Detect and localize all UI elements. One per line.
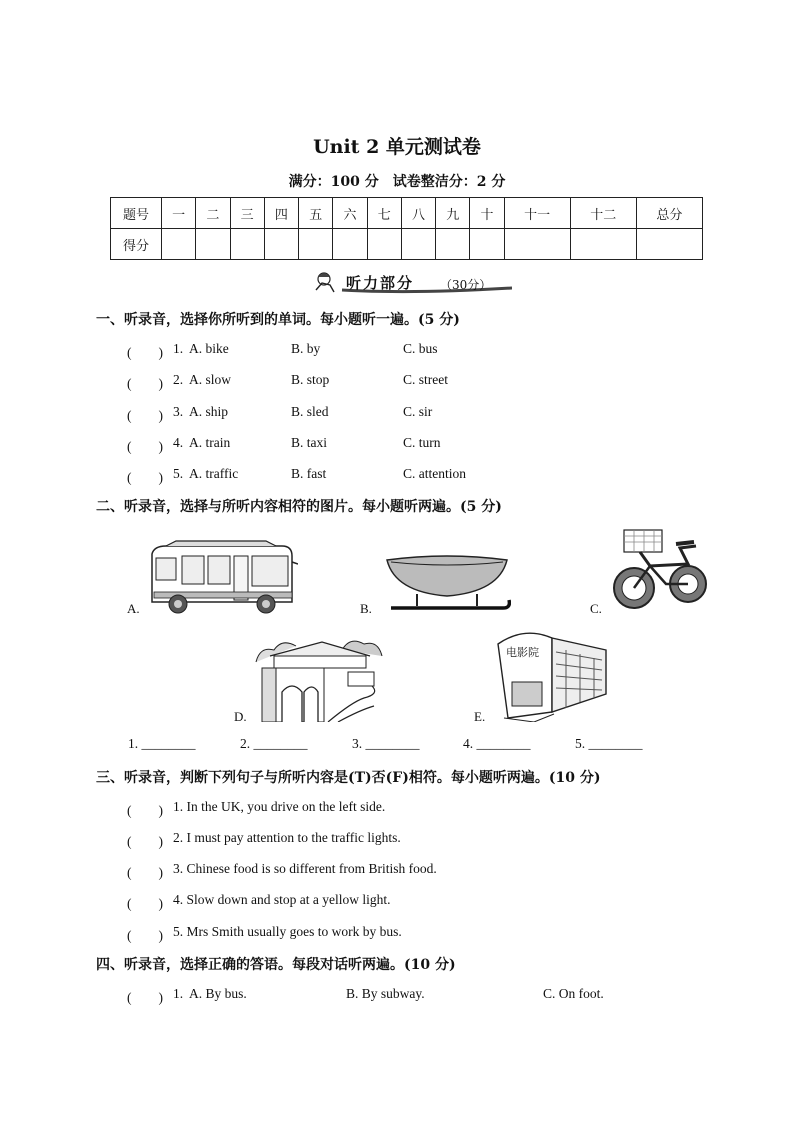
col-header: 二 xyxy=(196,198,230,229)
score-cell[interactable] xyxy=(436,229,470,260)
question-number-row xyxy=(111,198,703,229)
option-c: C. bus xyxy=(403,341,438,356)
section1-heading: 一、听录音，选择你所听到的单词。每小题听一遍。(5 分) xyxy=(96,312,460,328)
mascot-icon xyxy=(316,273,334,292)
option-b: B. fast xyxy=(291,466,327,481)
answer-blank-2[interactable]: 2. ________ xyxy=(240,736,308,751)
statement: 1. In the UK, you drive on the left side. xyxy=(173,799,386,814)
bike-icon xyxy=(610,524,710,616)
score-cell[interactable] xyxy=(470,229,504,260)
score-cell[interactable] xyxy=(367,229,401,260)
score-cell[interactable] xyxy=(333,229,367,260)
option-b: B. by xyxy=(291,341,321,356)
option-b: B. stop xyxy=(291,372,330,387)
svg-text:电影院: 电影院 xyxy=(506,646,539,659)
picture-label-d: D. xyxy=(234,709,247,724)
answer-paren[interactable]: ( ) xyxy=(127,408,163,423)
score-cell[interactable] xyxy=(570,229,636,260)
option-a: A. By bus. xyxy=(189,986,247,1001)
option-a: A. slow xyxy=(189,372,232,387)
option-b: B. By subway. xyxy=(346,986,425,1001)
answer-paren[interactable]: ( ) xyxy=(127,470,163,485)
section2-heading: 二、听录音，选择与所听内容相符的图片。每小题听两遍。(5 分) xyxy=(96,499,502,515)
option-c: C. On foot. xyxy=(543,986,604,1001)
option-b: B. sled xyxy=(291,404,329,419)
statement: 5. Mrs Smith usually goes to work by bus. xyxy=(173,924,402,939)
score-cell[interactable] xyxy=(299,229,333,260)
answer-paren[interactable]: ( ) xyxy=(127,865,163,880)
answer-paren[interactable]: ( ) xyxy=(127,439,163,454)
item-number: 2. xyxy=(173,372,184,387)
col-header: 十二 xyxy=(570,198,636,229)
option-a: A. train xyxy=(189,435,231,450)
item-number: 5. xyxy=(173,466,184,481)
picture-label-e: E. xyxy=(474,709,486,724)
statement: 2. I must pay attention to the traffic lights. xyxy=(173,830,401,845)
answer-paren[interactable]: ( ) xyxy=(127,376,163,391)
col-header: 四 xyxy=(264,198,298,229)
col-header: 十一 xyxy=(504,198,570,229)
col-header: 五 xyxy=(299,198,333,229)
banner-title: 听力部分 xyxy=(346,274,415,292)
answer-paren[interactable]: ( ) xyxy=(127,345,163,360)
answer-paren[interactable]: ( ) xyxy=(127,896,163,911)
bus-icon xyxy=(146,540,298,616)
answer-paren[interactable]: ( ) xyxy=(127,928,163,943)
option-a: A. bike xyxy=(189,341,229,356)
answer-paren[interactable]: ( ) xyxy=(127,990,163,1005)
page-title: Unit 2 单元测试卷 xyxy=(313,136,481,158)
col-header: 六 xyxy=(333,198,367,229)
option-c: C. attention xyxy=(403,466,466,481)
col-header: 总分 xyxy=(636,198,702,229)
answer-blank-4[interactable]: 4. ________ xyxy=(463,736,531,751)
cinema-sign-icon xyxy=(506,645,539,659)
row-label: 得分 xyxy=(111,229,162,260)
item-number: 4. xyxy=(173,435,184,450)
statement: 3. Chinese food is so different from British food. xyxy=(173,861,437,876)
picture-label-a: A. xyxy=(127,601,140,616)
item-number: 1. xyxy=(173,986,184,1001)
statement: 4. Slow down and stop at a yellow light. xyxy=(173,892,391,907)
col-header: 十 xyxy=(470,198,504,229)
option-b: B. taxi xyxy=(291,435,327,450)
col-header: 九 xyxy=(436,198,470,229)
item-number: 3. xyxy=(173,404,184,419)
score-cell[interactable] xyxy=(196,229,230,260)
score-cell[interactable] xyxy=(264,229,298,260)
option-c: C. turn xyxy=(403,435,441,450)
section3-heading: 三、听录音，判断下列句子与所听内容是(T)否(F)相符。每小题听两遍。(10 分) xyxy=(96,770,601,786)
option-a: A. ship xyxy=(189,404,229,419)
col-header: 八 xyxy=(401,198,435,229)
score-info: 满分：100 分 试卷整洁分：2 分 xyxy=(288,174,506,190)
answer-paren[interactable]: ( ) xyxy=(127,803,163,818)
answer-paren[interactable]: ( ) xyxy=(127,834,163,849)
row-label: 题号 xyxy=(111,198,162,229)
option-c: C. sir xyxy=(403,404,433,419)
score-cell[interactable] xyxy=(636,229,702,260)
section4-heading: 四、听录音，选择正确的答语。每段对话听两遍。(10 分) xyxy=(96,957,456,973)
answer-blank-3[interactable]: 3. ________ xyxy=(352,736,420,751)
cinema-icon xyxy=(494,628,612,722)
score-cell[interactable] xyxy=(230,229,264,260)
sled-icon xyxy=(383,552,511,614)
answer-blank-5[interactable]: 5. ________ xyxy=(575,736,643,751)
picture-label-b: B. xyxy=(360,601,372,616)
col-header: 一 xyxy=(162,198,196,229)
score-cell[interactable] xyxy=(162,229,196,260)
score-cell[interactable] xyxy=(504,229,570,260)
option-a: A. traffic xyxy=(189,466,239,481)
score-table xyxy=(110,197,703,260)
item-number: 1. xyxy=(173,341,184,356)
park-gate-icon xyxy=(252,632,386,722)
score-cell[interactable] xyxy=(401,229,435,260)
picture-label-c: C. xyxy=(590,601,602,616)
banner-score: （30分） xyxy=(440,278,492,292)
option-c: C. street xyxy=(403,372,448,387)
answer-blank-1[interactable]: 1. ________ xyxy=(128,736,196,751)
col-header: 三 xyxy=(230,198,264,229)
col-header: 七 xyxy=(367,198,401,229)
score-row xyxy=(111,229,703,260)
